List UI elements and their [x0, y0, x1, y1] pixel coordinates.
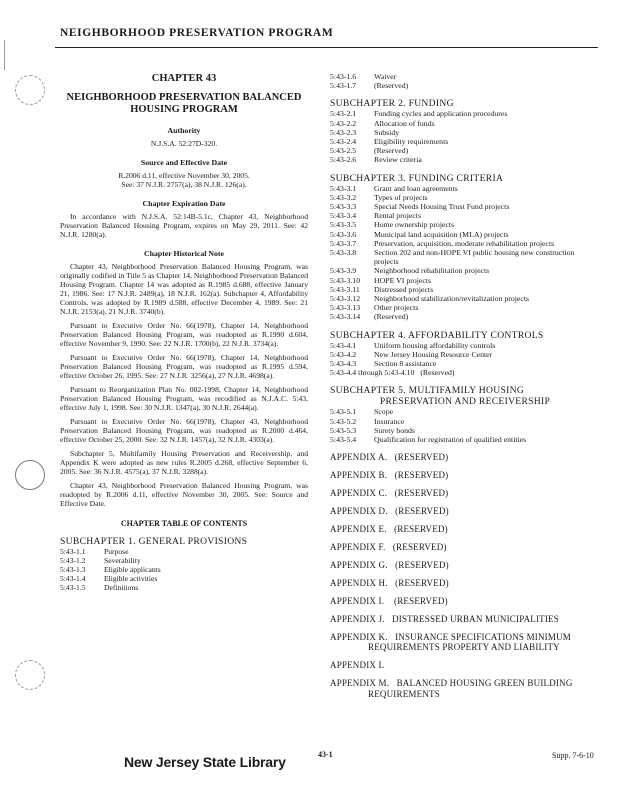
- toc-entry: [330, 276, 600, 285]
- toc-entry: [330, 211, 600, 220]
- appendix-entry: [330, 660, 600, 670]
- toc-entry: [330, 285, 600, 294]
- toc-entry: [330, 312, 600, 321]
- history-paragraph: Chapter 43, Neighborhood Preservation Balanced Housing Program, was originally codified in Title 5 as Chapter 14, Neighborhood Preservation Balanced Housing Program. Chapter 14 was adopted as R.1985 d.688, effective January 21, 1986. See: 17 N.J.R. 2489(a), 18 N.J.R. 162(a). Subchapter 4, Affordability Controls, was adopted by R.1989 d.588, effective December 4, 1989. See: 21 N.J.R. 2153(a), 21 N.J.R. 3740(b).: [60, 262, 308, 316]
- section-title: Section 202 and non-HOPE VI public housing new construction projects: [374, 248, 575, 267]
- section-title: Grant and loan agreements: [374, 183, 458, 193]
- section-title: Distressed projects: [374, 284, 434, 294]
- appendix-entry: [330, 542, 600, 552]
- appendix-title: DISTRESSED URBAN MUNICIPALITIES: [392, 613, 559, 624]
- section-title: Waiver: [374, 72, 397, 81]
- appendix-label: APPENDIX M.: [330, 678, 390, 689]
- subchapter-3-entries: [330, 184, 600, 322]
- toc-entry: [330, 137, 600, 146]
- toc-entry: [330, 248, 600, 266]
- expiration-heading: Chapter Expiration Date: [142, 199, 226, 208]
- appendix-title: (RESERVED): [394, 595, 448, 606]
- page-number: 43-1: [318, 750, 333, 759]
- section-number: 5:43-3.13: [330, 303, 361, 313]
- section-title: Insurance: [374, 416, 405, 426]
- appendix-entry: [330, 632, 600, 653]
- subchapter-heading: SUBCHAPTER 4. AFFORDABILITY CONTROLS: [330, 329, 544, 341]
- section-title: Review criteria: [374, 155, 422, 165]
- history-paragraph: Subchapter 5, Multifamily Housing Preservation and Receivership, and Appendix K were adopted as new rules R.2005 d.268, effective September 6, 2005. See: 36 N.J.R. 4575(a), 37 N.J.R. 3288(a).: [60, 449, 308, 476]
- toc-entry: [60, 583, 308, 592]
- section-number: 5:43-3.6: [330, 229, 357, 239]
- toc-entry: [330, 155, 600, 164]
- section-title: Qualification for registration of qualified entities: [374, 435, 527, 445]
- section-title: (Reserved): [420, 368, 455, 378]
- section-title: Severability: [104, 556, 141, 565]
- section-number: 5:43-4.4 through 5:43-4.10: [330, 368, 415, 378]
- section-number: 5:43-3.8: [330, 248, 357, 258]
- toc-entry: [330, 359, 600, 368]
- appendix-label: APPENDIX G.: [330, 559, 388, 570]
- history-heading: Chapter Historical Note: [144, 249, 224, 258]
- history-paragraph: Pursuant to Executive Order No. 66(1978), Chapter 43, Neighborhood Preservation Balanced Housing Program, was readopted as R.2000 d.464, effective October 25, 2000. See: 32 N.J.R. 1457(a), 32 N.J.R. 4303(a).: [60, 417, 308, 444]
- appendix-title: (RESERVED): [392, 541, 447, 552]
- section-title: HOPE VI projects: [374, 275, 432, 285]
- appendix-label: APPENDIX K.: [330, 631, 388, 642]
- punch-hole-top: [15, 75, 45, 105]
- section-number: 5:43-5.2: [330, 416, 357, 426]
- section-title: Home ownership projects: [374, 220, 455, 230]
- section-title: New Jersey Housing Resource Center: [374, 349, 493, 359]
- section-number: 5:43-2.3: [330, 127, 357, 137]
- section-number: 5:43-5.3: [330, 425, 357, 435]
- left-column: [60, 72, 308, 592]
- toc-entry: [330, 341, 600, 350]
- expiration-text: In accordance with N.J.S.A. 52:14B-5.1c, Chapter 43, Neighborhood Preservation Balanced Housing Program, expires on May 29, 2011. See: 42 N.J.R. 1280(a).: [60, 212, 308, 239]
- section-number: 5:43-2.2: [330, 118, 357, 128]
- section-title: (Reserved): [374, 312, 409, 322]
- appendix-label: APPENDIX B.: [330, 469, 388, 480]
- section-number: 5:43-3.10: [330, 275, 361, 285]
- toc-entry: [330, 266, 600, 275]
- section-title: Types of projects: [374, 192, 428, 202]
- history-paragraph: Pursuant to Executive Order No. 66(1978), Chapter 14, Neighborhood Preservation Balanced Housing Program, was readopted as R.1995 d.594, effective October 26, 1995. See: 27 N.J.R. 3256(a), 27 N.J.R. 4698(a).: [60, 353, 308, 380]
- section-number: 5:43-1.4: [60, 574, 86, 583]
- section-title: Scope: [374, 407, 394, 417]
- appendix-entry: [330, 678, 600, 699]
- running-head: NEIGHBORHOOD PRESERVATION PROGRAM: [60, 27, 334, 39]
- authority-heading: Authority: [167, 126, 201, 135]
- appendix-entry: [330, 578, 600, 588]
- appendix-label: APPENDIX L: [330, 660, 385, 671]
- toc-entry: [330, 407, 600, 416]
- section-title: Surety bonds: [374, 425, 415, 435]
- appendix-label: APPENDIX J.: [330, 613, 385, 624]
- toc-entry: [330, 81, 600, 90]
- appendix-entry: [330, 560, 600, 570]
- section-number: 5:43-3.5: [330, 220, 357, 230]
- section-title: Municipal land acquisition (MLA) projects: [374, 229, 509, 239]
- appendix-title: BALANCED HOUSING GREEN BUILDING: [396, 678, 573, 689]
- appendix-label: APPENDIX F.: [330, 541, 386, 552]
- toc-entry: [330, 220, 600, 229]
- section-title: (Reserved): [374, 81, 409, 91]
- appendix-entry: [330, 452, 600, 462]
- subchapter-title-line-2: PRESERVATION AND RECEIVERSHIP: [379, 396, 551, 408]
- appendix-title: INSURANCE SPECIFICATIONS MINIMUM: [395, 631, 571, 642]
- toc-entry: [330, 435, 600, 444]
- toc-entry: [330, 350, 600, 359]
- subchapter-1-entries: [60, 547, 308, 592]
- subchapter-title-line-1: SUBCHAPTER 5. MULTIFAMILY HOUSING: [330, 385, 525, 397]
- appendix-title: (RESERVED): [394, 523, 448, 534]
- section-number: 5:43-4.1: [330, 340, 357, 350]
- toc-entry: [330, 303, 600, 312]
- subchapter-heading: SUBCHAPTER 1. GENERAL PROVISIONS: [60, 536, 248, 547]
- history-paragraph: Pursuant to Reorganization Plan No. 002-1998, Chapter 14, Neighborhood Preservation Balanced Housing Program, was recodified as N.J.A.C. 5:43, effective July 1, 1998. See: 30 N.J.R. 1347(a), 30 N.J.R. 2644(a).: [60, 385, 308, 412]
- subchapter-1-continued: [330, 72, 600, 90]
- toc-heading: CHAPTER TABLE OF CONTENTS: [120, 519, 248, 528]
- section-number: 5:43-3.2: [330, 192, 357, 202]
- subchapter-heading: [330, 385, 600, 407]
- appendix-label: APPENDIX E.: [330, 523, 387, 534]
- toc-entry: [330, 146, 600, 155]
- supplement-date: Supp. 7-6-10: [552, 751, 594, 760]
- appendix-title: (RESERVED): [394, 487, 449, 498]
- appendix-title: (RESERVED): [395, 505, 449, 516]
- subchapter-4-entries: [330, 341, 600, 378]
- header-rule: [55, 47, 598, 48]
- section-title: (Reserved): [374, 146, 409, 156]
- punch-hole-bottom: [15, 660, 45, 690]
- appendix-entry: [330, 614, 600, 624]
- section-title: Neighborhood stabilization/revitalization projects: [374, 294, 530, 304]
- chapter-name: NEIGHBORHOOD PRESERVATION BALANCED HOUSING PROGRAM: [66, 92, 302, 115]
- section-number: 5:43-5.1: [330, 407, 357, 417]
- appendix-entry: [330, 488, 600, 498]
- section-title: Subsidy: [374, 127, 400, 137]
- source-line-1: R.2006 d.11, effective November 30, 2005.: [118, 171, 250, 180]
- section-number: 5:43-2.1: [330, 109, 357, 119]
- section-number: 5:43-5.4: [330, 435, 357, 445]
- section-number: 5:43-3.11: [330, 284, 360, 294]
- section-number: 5:43-1.2: [60, 556, 86, 565]
- toc-entry: [330, 417, 600, 426]
- library-stamp: New Jersey State Library: [124, 754, 286, 770]
- toc-entry: [330, 202, 600, 211]
- toc-entry: [330, 128, 600, 137]
- appendix-title: (RESERVED): [394, 451, 449, 462]
- section-title: Definitions: [104, 583, 139, 592]
- appendix-title: (RESERVED): [395, 559, 449, 570]
- toc-entry: [60, 556, 308, 565]
- toc-entry: [60, 574, 308, 583]
- section-title: Uniform housing affordability controls: [374, 340, 496, 350]
- history-notes: [60, 262, 308, 508]
- subchapter-heading: SUBCHAPTER 2. FUNDING: [330, 98, 454, 110]
- appendix-label: APPENDIX C.: [330, 487, 388, 498]
- appendix-label: APPENDIX A.: [330, 451, 388, 462]
- section-title: Section 8 assistance: [374, 359, 437, 369]
- section-title: Neighborhood rehabilitation projects: [374, 266, 490, 276]
- toc-entry: [330, 230, 600, 239]
- section-title: Purpose: [104, 547, 129, 556]
- section-number: 5:43-4.3: [330, 359, 357, 369]
- toc-entry: [330, 109, 600, 118]
- appendix-entry: [330, 470, 600, 480]
- toc-entry: [60, 565, 308, 574]
- appendix-title-line-2: REQUIREMENTS PROPERTY AND LIABILITY: [368, 642, 560, 653]
- source-heading: Source and Effective Date: [140, 158, 228, 167]
- section-number: 5:43-1.3: [60, 565, 86, 574]
- appendix-entry: [330, 596, 600, 606]
- toc-entry: [330, 426, 600, 435]
- toc-entry: [330, 294, 600, 303]
- subchapter-5-entries: [330, 407, 600, 444]
- appendix-entry: [330, 524, 600, 534]
- toc-entry: [330, 193, 600, 202]
- appendix-label: APPENDIX D.: [330, 505, 388, 516]
- appendix-title: (RESERVED): [395, 577, 449, 588]
- section-title: Eligible applicants: [104, 565, 161, 574]
- section-title: Special Needs Housing Trust Fund projects: [374, 202, 510, 212]
- section-number: 5:43-3.4: [330, 211, 357, 221]
- authority-text: N.J.S.A. 52:27D-320.: [150, 139, 218, 148]
- history-paragraph: Chapter 43, Neighborhood Preservation Balanced Housing Program, was readopted by R.2006 d.11, effective November 30, 2005. See: Source and Effective Date.: [60, 481, 308, 508]
- toc-entry: [330, 239, 600, 248]
- section-number: 5:43-3.9: [330, 266, 357, 276]
- subchapter-heading: SUBCHAPTER 3. FUNDING CRITERIA: [330, 172, 504, 184]
- appendix-title: (RESERVED): [394, 469, 449, 480]
- appendix-list: [330, 452, 600, 699]
- section-number: 5:43-3.14: [330, 312, 361, 322]
- subchapter-2-entries: [330, 109, 600, 164]
- appendix-title-line-2: REQUIREMENTS: [368, 688, 440, 699]
- section-title: Other projects: [374, 303, 419, 313]
- source-line-2: See: 37 N.J.R. 2757(a), 38 N.J.R. 126(a).: [121, 180, 247, 189]
- section-title: Eligible activities: [104, 574, 158, 583]
- section-number: 5:43-1.6: [330, 72, 357, 81]
- section-title: Funding cycles and application procedures: [374, 109, 508, 119]
- toc-entry: [330, 119, 600, 128]
- section-title: Eligibility requirements: [374, 137, 449, 147]
- section-number: 5:43-2.5: [330, 146, 357, 156]
- margin-mark: [4, 40, 5, 70]
- section-number: 5:43-3.3: [330, 202, 357, 212]
- section-number: 5:43-3.7: [330, 238, 357, 248]
- appendix-entry: [330, 506, 600, 516]
- toc-entry: [330, 368, 600, 377]
- appendix-label: APPENDIX H.: [330, 577, 388, 588]
- toc-entry: [330, 184, 600, 193]
- section-title: Preservation, acquisition, moderate rehabilitation projects: [374, 238, 555, 248]
- punch-hole-middle: [15, 460, 45, 490]
- appendix-label: APPENDIX I.: [330, 595, 385, 606]
- section-number: 5:43-4.2: [330, 349, 357, 359]
- toc-entry: [60, 547, 308, 556]
- section-title: Allocation of funds: [374, 118, 435, 128]
- section-number: 5:43-3.1: [330, 183, 357, 193]
- section-number: 5:43-1.1: [60, 547, 86, 556]
- history-paragraph: Pursuant to Executive Order No. 66(1978), Chapter 14, Neighborhood Preservation Balanced Housing Program, was readopted as R.1990 d.604, effective November 9, 1990. See: 22 N.J.R. 1700(b), 22 N.J.R. 3734(a).: [60, 321, 308, 348]
- section-number: 5:43-3.12: [330, 294, 361, 304]
- section-number: 5:43-2.6: [330, 155, 357, 165]
- section-number: 5:43-2.4: [330, 137, 357, 147]
- chapter-number: CHAPTER 43: [151, 73, 217, 84]
- toc-entry: [330, 72, 600, 81]
- right-column: [330, 72, 600, 699]
- section-number: 5:43-1.5: [60, 583, 86, 592]
- section-title: Rental projects: [374, 211, 421, 221]
- section-number: 5:43-1.7: [330, 81, 357, 91]
